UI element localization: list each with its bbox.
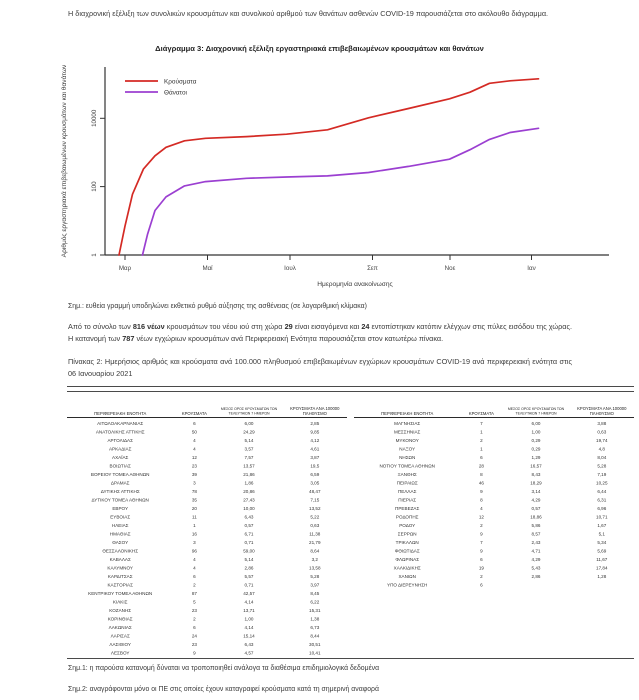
x-tick-label: Νοε <box>444 265 456 272</box>
cell-avg7: 6,71 <box>244 531 254 537</box>
cell-avg7: 0,71 <box>244 539 254 545</box>
cell-region: ΚΟΡΙΝΘΙΑΣ <box>107 616 133 622</box>
cell-cases: 9 <box>480 531 483 537</box>
cell-per100k: 5,28 <box>597 463 607 469</box>
cell-region: ΚΕΝΤΡΙΚΟΥ ΤΟΜΕΑ ΑΘΗΝΩΝ <box>88 590 153 596</box>
cell-per100k: 19,5 <box>310 463 320 469</box>
regional-table <box>67 385 634 665</box>
cell-region: ΚΑΛΥΜΝΟΥ <box>107 565 133 571</box>
cell-avg7: 5,57 <box>244 573 254 579</box>
table-row <box>67 470 347 479</box>
cell-cases: 3 <box>193 480 196 486</box>
cell-region: ΕΥΒΟΙΑΣ <box>110 514 131 520</box>
table-row <box>354 453 634 462</box>
cell-region: ΕΒΡΟΥ <box>112 505 129 511</box>
line-chart <box>50 55 620 300</box>
cell-cases: 6 <box>480 556 483 562</box>
cell-per100k: 11,67 <box>596 556 608 562</box>
table-row <box>354 530 634 539</box>
cell-per100k: 9,85 <box>310 429 320 435</box>
col-header-per100k: ΚΡΟΥΣΜΑΤΑ ΑΝΑ 100000 ΠΛΗΘΥΣΜΟ <box>290 406 340 416</box>
table-header-left <box>67 397 347 418</box>
cell-region: ΜΕΣΣΗΝΙΑΣ <box>394 429 421 435</box>
cell-region: ΔΥΤΙΚΗΣ ΑΤΤΙΚΗΣ <box>100 488 140 494</box>
cell-region: ΠΡΕΒΕΖΑΣ <box>395 505 420 511</box>
cell-per100k: 6,73 <box>310 624 320 630</box>
cell-region: ΑΝΑΤΟΛΙΚΗΣ ΑΤΤΙΚΗΣ <box>95 429 145 435</box>
table-row <box>67 632 347 641</box>
cell-cases: 9 <box>480 548 483 554</box>
cell-cases: 2 <box>193 582 196 588</box>
cell-cases: 87 <box>191 590 197 596</box>
cell-cases: 4 <box>193 556 196 562</box>
table-row <box>67 428 347 437</box>
cell-avg7: 18,86 <box>530 514 542 520</box>
cell-cases: 12 <box>191 454 197 460</box>
cell-region: ΤΡΙΚΑΛΩΝ <box>395 539 419 545</box>
cell-per100k: 1,38 <box>310 616 320 622</box>
cell-per100k: 8,44 <box>310 633 320 639</box>
cell-avg7: 4,14 <box>244 624 254 630</box>
cell-avg7: 21,86 <box>243 471 255 477</box>
cell-avg7: 5,86 <box>531 522 541 528</box>
cell-avg7: 0,57 <box>531 505 541 511</box>
cell-region: ΥΠΟ ΔΙΕΡΕΥΝΗΣΗ <box>387 582 428 588</box>
cell-region: ΧΑΝΙΩΝ <box>398 573 416 579</box>
table-row <box>354 513 634 522</box>
cell-avg7: 27,43 <box>243 497 255 503</box>
cell-region: ΑΡΚΑΔΙΑΣ <box>108 446 132 452</box>
cell-per100k: 6,22 <box>310 599 320 605</box>
cell-region: ΘΕΣΣΑΛΟΝΙΚΗΣ <box>102 548 139 554</box>
cell-cases: 20 <box>191 505 197 511</box>
cell-region: ΛΑΡΙΣΑΣ <box>110 633 130 639</box>
cell-per100k: 7,19 <box>597 471 607 477</box>
col-header-cases: ΚΡΟΥΣΜΑΤΑ <box>181 411 207 416</box>
cell-region: ΑΡΓΟΛΙΔΑΣ <box>107 437 133 443</box>
cell-per100k: 0,63 <box>597 429 607 435</box>
cell-per100k: 4,61 <box>310 446 320 452</box>
footnote-2: Σημ.2: αναγράφονται μόνο οι ΠΕ στις οποίες έχουν καταγραφεί κρούσματα κατά τη σημερινή αναφορά <box>68 686 379 693</box>
cell-region: ΚΑΣΤΟΡΙΑΣ <box>107 582 133 588</box>
table-row <box>354 496 634 505</box>
cell-avg7: 5,14 <box>244 437 254 443</box>
x-tick-label: Ιαν <box>527 265 536 272</box>
cell-avg7: 6,43 <box>244 641 254 647</box>
cell-cases: 11 <box>192 514 197 520</box>
distribution-paragraph: Από το σύνολο των 816 νέων κρουσμάτων του νέου ιού στη χώρα 29 είναι εισαγόμενα και 24 εντοπίστηκαν κατόπιν ελέγχων στις πύλες εισόδου της χώρας. Η κατανομή των 787 νέων εγχώριων κρουσμάτων ανά Περιφερειακή Ενότητα παρουσιάζεται στον κατωτέρω πίνακα. <box>68 322 573 343</box>
cell-region: ΜΑΓΝΗΣΙΑΣ <box>394 420 421 426</box>
cell-per100k: 5,69 <box>597 548 607 554</box>
table-row <box>354 538 634 547</box>
cell-region: ΔΥΤΙΚΟΥ ΤΟΜΕΑ ΑΘΗΝΩΝ <box>91 497 149 503</box>
cell-per100k: 10,25 <box>596 480 608 486</box>
cell-avg7: 4,29 <box>531 556 541 562</box>
col-header-avg: ΜΕΣΟΣ ΟΡΟΣ ΚΡΟΥΣΜΑΤΩΝ ΤΩΝ ΤΕΛΕΥΤΑΙΩΝ 7 ΗΜΕΡΩΝ <box>220 407 278 416</box>
cell-cases: 4 <box>193 446 196 452</box>
table-row <box>354 487 634 496</box>
table-top-rule-2 <box>67 391 634 392</box>
table-row <box>354 445 634 454</box>
cell-per100k: 6,96 <box>597 505 607 511</box>
table-row <box>67 598 347 607</box>
table-row <box>67 453 347 462</box>
cell-per100k: 48,47 <box>309 488 321 494</box>
cell-region: ΛΕΣΒΟΥ <box>110 650 130 656</box>
cell-cases: 19 <box>478 565 484 571</box>
cell-per100k: 0,63 <box>310 522 320 528</box>
cell-avg7: 20,86 <box>243 488 255 494</box>
cell-avg7: 6,43 <box>244 514 254 520</box>
cell-region: ΠΕΛΛΑΣ <box>397 488 417 494</box>
cell-avg7: 6,00 <box>244 420 254 426</box>
table-row <box>67 419 347 428</box>
table-row <box>354 555 634 564</box>
table-row <box>67 513 347 522</box>
table-row <box>67 504 347 513</box>
cell-cases: 1 <box>480 446 483 452</box>
cell-cases: 4 <box>193 565 196 571</box>
cell-cases: 28 <box>478 463 484 469</box>
cell-per100k: 4,8 <box>598 446 605 452</box>
cell-per100k: 5,34 <box>597 539 607 545</box>
cell-per100k: 19,74 <box>596 437 608 443</box>
cell-region: ΚΑΒΑΛΑΣ <box>109 556 131 562</box>
deaths-line <box>143 128 539 255</box>
cell-avg7: 59,00 <box>243 548 255 554</box>
cell-avg7: 0,57 <box>244 522 254 528</box>
table-row <box>67 640 347 649</box>
table-row <box>67 572 347 581</box>
cell-per100k: 5,1 <box>598 531 605 537</box>
cell-per100k: 1,67 <box>597 522 607 528</box>
cell-cases: 5 <box>193 599 196 605</box>
cell-cases: 7 <box>480 539 483 545</box>
cell-avg7: 0,71 <box>244 582 254 588</box>
cell-cases: 46 <box>478 480 484 486</box>
cell-per100k: 8,04 <box>597 454 607 460</box>
x-axis-label: Ημερομηνία ανακοίνωσης <box>317 281 393 288</box>
table-row <box>354 462 634 471</box>
cell-cases: 9 <box>193 650 196 656</box>
cell-avg7: 24,29 <box>243 429 255 435</box>
table-row <box>67 581 347 590</box>
table-row <box>354 547 634 556</box>
cell-avg7: 2,86 <box>244 565 254 571</box>
cell-per100k: 1,28 <box>597 573 607 579</box>
table-row <box>67 615 347 624</box>
cell-region: ΡΟΔΟΥ <box>399 522 416 528</box>
cell-per100k: 3,87 <box>310 454 320 460</box>
col-header-avg: ΜΕΣΟΣ ΟΡΟΣ ΚΡΟΥΣΜΑΤΩΝ ΤΩΝ ΤΕΛΕΥΤΑΙΩΝ 7 ΗΜΕΡΩΝ <box>507 407 565 416</box>
cell-cases: 39 <box>191 471 197 477</box>
table-top-rule-1 <box>67 386 634 387</box>
cell-cases: 6 <box>193 573 196 579</box>
cell-avg7: 0,29 <box>531 437 541 443</box>
table-row <box>67 649 347 658</box>
cell-per100k: 17,84 <box>596 565 608 571</box>
cell-region: ΒΟΙΩΤΙΑΣ <box>109 463 131 469</box>
cell-cases: 8 <box>480 471 483 477</box>
cell-avg7: 13,71 <box>243 607 255 613</box>
cell-avg7: 5,43 <box>531 565 541 571</box>
cell-per100k: 8,45 <box>310 590 320 596</box>
cell-cases: 78 <box>191 488 197 494</box>
cell-avg7: 18,29 <box>530 480 542 486</box>
table-row <box>354 419 634 428</box>
cell-region: ΛΑΣΙΘΙΟΥ <box>109 641 131 647</box>
cell-per100k: 10,41 <box>309 650 321 656</box>
col-header-per100k: ΚΡΟΥΣΜΑΤΑ ΑΝΑ 100000 ΠΛΗΘΥΣΜΟ <box>577 406 627 416</box>
cell-per100k: 3,2 <box>311 556 318 562</box>
x-tick-label: Μαϊ <box>202 265 213 272</box>
cell-cases: 2 <box>480 437 483 443</box>
col-header-region: ΠΕΡΙΦΕΡΕΙΑΚΗ ΕΝΟΤΗΤΑ <box>94 411 147 416</box>
cell-avg7: 2,43 <box>531 539 541 545</box>
cell-region: ΔΡΑΜΑΣ <box>110 480 130 486</box>
table-row <box>67 436 347 445</box>
cell-cases: 2 <box>480 522 483 528</box>
col-header-cases: ΚΡΟΥΣΜΑΤΑ <box>468 411 494 416</box>
table-bottom-rule <box>67 658 634 659</box>
cell-per100k: 13,58 <box>309 565 321 571</box>
cell-cases: 1 <box>193 522 196 528</box>
x-tick-label: Σεπ <box>367 265 378 272</box>
legend-cases-label: Κρούσματα <box>164 78 197 86</box>
cell-avg7: 4,57 <box>244 650 254 656</box>
table-row <box>67 623 347 632</box>
cell-region: ΑΧΑΪΑΣ <box>112 454 129 460</box>
cell-per100k: 4,12 <box>310 437 320 443</box>
table-rows-left <box>67 419 347 657</box>
cell-per100k: 5,28 <box>310 573 320 579</box>
x-tick-label: Ιουλ <box>284 265 296 272</box>
table-rows-right <box>354 419 634 589</box>
cell-region: ΝΑΞΟΥ <box>399 446 416 452</box>
table-row <box>67 538 347 547</box>
cell-per100k: 6,59 <box>310 471 320 477</box>
cell-avg7: 2,86 <box>531 573 541 579</box>
cell-region: ΛΑΚΩΝΙΑΣ <box>108 624 132 630</box>
cell-per100k: 10,71 <box>596 514 608 520</box>
cell-region: ΠΙΕΡΙΑΣ <box>398 497 417 503</box>
cell-region: ΗΛΕΙΑΣ <box>111 522 129 528</box>
cell-avg7: 1,29 <box>531 454 541 460</box>
cell-cases: 6 <box>193 624 196 630</box>
chart-svg <box>50 55 620 300</box>
cell-avg7: 1,00 <box>531 429 541 435</box>
table-row <box>354 504 634 513</box>
cell-avg7: 8,43 <box>531 471 541 477</box>
cell-region: ΦΛΩΡΙΝΑΣ <box>395 556 420 562</box>
table-caption: Πίνακας 2: Ημερήσιος αριθμός και κρούσματα ανά 100.000 πληθυσμού επιβεβαιωμένων εγχώριων κρουσμάτων COVID-19 ανά περιφερειακή ενότητα στις 06 Ιανουαρίου 2021 <box>68 357 572 378</box>
cell-avg7: 16,57 <box>530 463 542 469</box>
cell-avg7: 4,71 <box>531 548 541 554</box>
cell-cases: 23 <box>191 607 197 613</box>
y-axis-label: Αριθμός εργαστηριακά επιβεβαιωμένων κρουσμάτων και θανάτων <box>61 64 68 258</box>
cell-avg7: 6,00 <box>531 420 541 426</box>
cell-cases: 50 <box>191 429 197 435</box>
cell-region: ΒΟΡΕΙΟΥ ΤΟΜΕΑ ΑΘΗΝΩΝ <box>90 471 150 477</box>
cell-per100k: 15,31 <box>309 607 321 613</box>
cell-region: ΚΑΡΔΙΤΣΑΣ <box>107 573 133 579</box>
cell-cases: 2 <box>480 573 483 579</box>
cell-avg7: 8,57 <box>531 531 541 537</box>
table-row <box>67 462 347 471</box>
cell-cases: 1 <box>480 429 483 435</box>
cell-cases: 3 <box>193 539 196 545</box>
cell-region: ΝΟΤΙΟΥ ΤΟΜΕΑ ΑΘΗΝΩΝ <box>379 463 435 469</box>
y-tick-label: 10000 <box>91 109 98 127</box>
cell-region: ΦΘΙΩΤΙΔΑΣ <box>394 548 420 554</box>
cell-cases: 23 <box>191 641 197 647</box>
cell-region: ΗΜΑΘΙΑΣ <box>109 531 131 537</box>
cell-region: ΞΑΝΘΗΣ <box>397 471 417 477</box>
table-row <box>67 547 347 556</box>
cell-avg7: 7,57 <box>244 454 254 460</box>
cell-avg7: 5,14 <box>244 556 254 562</box>
cell-avg7: 0,29 <box>531 446 541 452</box>
footnote-1: Σημ.1: η παρούσα κατανομή δύναται να τροποποιηθεί ανάλογα τα διαθέσιμα επιδημιολογικά δεδομένα <box>68 665 380 672</box>
cell-cases: 6 <box>480 582 483 588</box>
cell-region: ΜΥΚΟΝΟΥ <box>395 437 419 443</box>
table-row <box>354 428 634 437</box>
cell-cases: 24 <box>191 633 197 639</box>
cell-avg7: 1,00 <box>244 616 254 622</box>
table-row <box>67 496 347 505</box>
cell-per100k: 11,38 <box>309 531 321 537</box>
cell-avg7: 15,14 <box>243 633 255 639</box>
table-row <box>67 479 347 488</box>
cell-per100k: 6,31 <box>597 497 607 503</box>
cell-region: ΣΕΡΡΩΝ <box>397 531 417 537</box>
cell-per100k: 7,15 <box>310 497 320 503</box>
table-row <box>67 487 347 496</box>
cell-avg7: 4,14 <box>244 599 254 605</box>
cell-cases: 8 <box>480 497 483 503</box>
table-row <box>354 581 634 590</box>
cell-avg7: 3,57 <box>244 446 254 452</box>
cell-avg7: 4,29 <box>531 497 541 503</box>
cell-cases: 4 <box>193 437 196 443</box>
table-row <box>354 470 634 479</box>
cell-avg7: 3,14 <box>531 488 541 494</box>
cases-line <box>119 79 539 255</box>
table-header-right <box>354 397 634 418</box>
table-row <box>354 436 634 445</box>
x-tick-label: Μαρ <box>118 265 132 272</box>
table-row <box>67 530 347 539</box>
table-row <box>67 445 347 454</box>
cell-region: ΝΗΣΩΝ <box>399 454 416 460</box>
cell-region: ΘΑΣΟΥ <box>112 539 129 545</box>
cell-per100k: 2,85 <box>310 420 320 426</box>
table-row <box>67 564 347 573</box>
cell-cases: 7 <box>480 420 483 426</box>
cell-cases: 35 <box>191 497 197 503</box>
table-row <box>354 479 634 488</box>
table-row <box>67 606 347 615</box>
table-row <box>67 555 347 564</box>
cell-per100k: 5,22 <box>310 514 320 520</box>
cell-per100k: 21,79 <box>309 539 321 545</box>
cell-avg7: 1,86 <box>244 480 254 486</box>
cell-per100k: 8,64 <box>310 548 320 554</box>
cell-region: ΚΙΛΚΙΣ <box>112 599 128 605</box>
cell-per100k: 3,88 <box>597 420 607 426</box>
legend-deaths-label: Θάνατοι <box>164 89 187 97</box>
intro-paragraph: Η διαχρονική εξέλιξη των συνολικών κρουσμάτων και συνολικού αριθμού των θανάτων ασθενών COVID-19 παρουσιάζεται στο ακόλουθο διάγραμμα. <box>68 9 549 18</box>
y-tick-label: 1 <box>91 253 98 257</box>
table-row <box>354 564 634 573</box>
cell-cases: 4 <box>480 505 483 511</box>
cell-region: ΚΟΖΑΝΗΣ <box>109 607 132 613</box>
cell-region: ΠΕΙΡΑΙΩΣ <box>396 480 418 486</box>
cell-per100k: 13,52 <box>309 505 321 511</box>
cell-avg7: 42,57 <box>243 590 255 596</box>
y-tick-label: 100 <box>91 181 98 192</box>
chart-title: Διάγραμμα 3: Διαχρονική εξέλιξη εργαστηριακά επιβεβαιωμένων κρουσμάτων και θανάτων <box>155 44 484 53</box>
table-row <box>67 589 347 598</box>
cell-cases: 96 <box>191 548 197 554</box>
cell-cases: 6 <box>480 454 483 460</box>
cell-avg7: 13,57 <box>243 463 255 469</box>
cell-region: ΡΟΔΟΠΗΣ <box>395 514 419 520</box>
cell-per100k: 6,44 <box>597 488 607 494</box>
cell-region: ΑΙΤΩΛΟΑΚΑΡΝΑΝΙΑΣ <box>97 420 144 426</box>
cell-cases: 9 <box>480 488 483 494</box>
chart-note: Σημ.: ευθεία γραμμή υποδηλώνει εκθετικό ρυθμό αύξησης της ασθένειας (σε λογαριθμική κλίμακα) <box>68 303 367 310</box>
cell-cases: 16 <box>191 531 197 537</box>
cell-region: ΧΑΛΚΙΔΙΚΗΣ <box>393 565 421 571</box>
cell-avg7: 10,00 <box>243 505 255 511</box>
cell-per100k: 3,97 <box>310 582 320 588</box>
col-header-region: ΠΕΡΙΦΕΡΕΙΑΚΗ ΕΝΟΤΗΤΑ <box>381 411 434 416</box>
cell-per100k: 3,05 <box>310 480 320 486</box>
cell-cases: 6 <box>193 420 196 426</box>
table-row <box>67 521 347 530</box>
cell-cases: 2 <box>193 616 196 622</box>
cell-cases: 23 <box>191 463 197 469</box>
table-row <box>354 521 634 530</box>
cell-per100k: 30,51 <box>309 641 321 647</box>
cell-cases: 12 <box>478 514 484 520</box>
table-row <box>354 572 634 581</box>
